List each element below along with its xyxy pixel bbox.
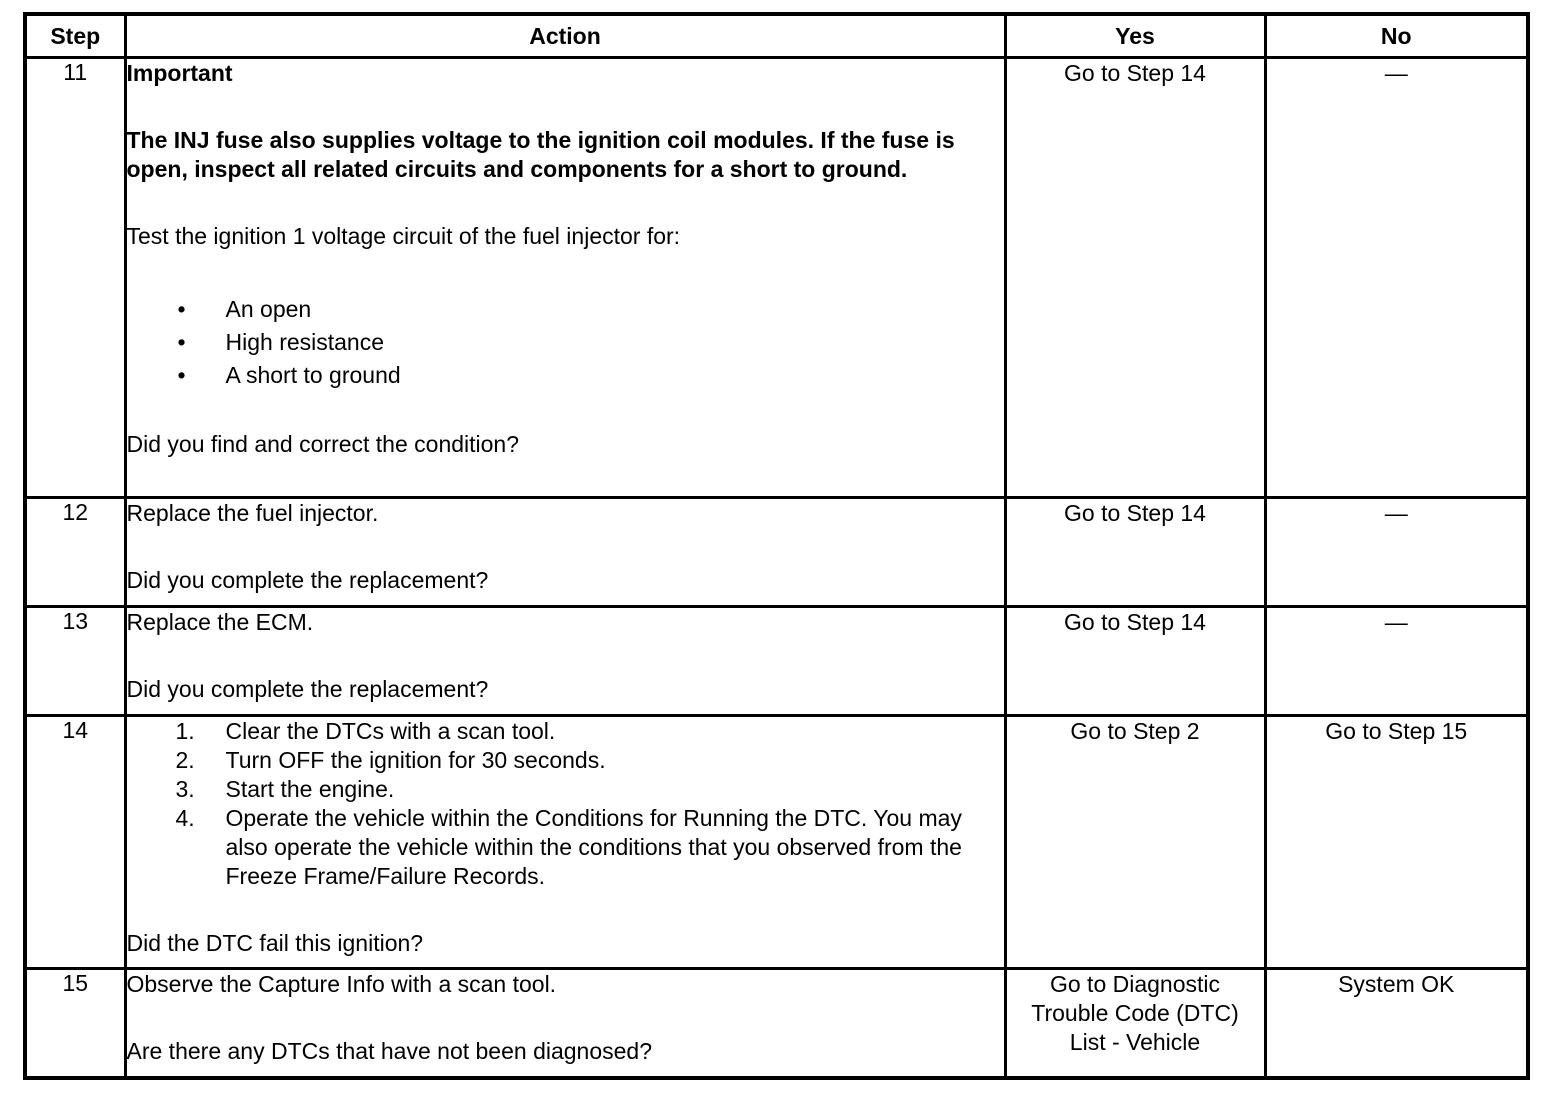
question-text: Did the DTC fail this ignition?: [126, 930, 424, 956]
table-row-step-12: [25, 498, 1528, 607]
important-title: Important: [126, 60, 233, 86]
procedure-list: [127, 717, 1004, 891]
action-cell: [125, 58, 1005, 498]
step-number: 14: [25, 716, 125, 969]
list-item: 2. Turn OFF the ignition for 30 seconds.: [175, 747, 606, 773]
diagnostic-table: [23, 12, 1530, 1080]
step-number: 15: [25, 969, 125, 1078]
no-result: —: [1265, 607, 1528, 716]
list-item: • High resistance: [127, 326, 1004, 359]
action-cell: [125, 969, 1005, 1078]
header-action: Action: [125, 14, 1005, 58]
list-item: • An open: [127, 293, 1004, 326]
question-text: Did you complete the replacement?: [126, 567, 489, 593]
action-cell: [125, 716, 1005, 969]
no-result: Go to Step 15: [1265, 716, 1528, 969]
question-text: Are there any DTCs that have not been diagnosed?: [126, 1038, 653, 1064]
header-step: Step: [25, 14, 125, 58]
list-item: 3. Start the engine.: [175, 776, 395, 802]
question-text: Did you find and correct the condition?: [126, 431, 520, 457]
action-cell: [125, 498, 1005, 607]
yes-result: Go to Step 14: [1005, 58, 1265, 498]
test-intro: Test the ignition 1 voltage circuit of the fuel injector for:: [126, 223, 681, 249]
action-text: Replace the ECM.: [126, 609, 314, 635]
table-row-step-15: [25, 969, 1528, 1078]
no-result: —: [1265, 58, 1528, 498]
no-result: System OK: [1265, 969, 1528, 1078]
question-text: Did you complete the replacement?: [126, 676, 489, 702]
action-text: Observe the Capture Info with a scan tool.: [126, 971, 557, 997]
header-yes: Yes: [1005, 14, 1265, 58]
yes-result: Go to Step 14: [1005, 607, 1265, 716]
table-row-step-13: [25, 607, 1528, 716]
bullet-icon: •: [177, 362, 186, 388]
yes-result: Go to Step 2: [1005, 716, 1265, 969]
table-row-step-14: [25, 716, 1528, 969]
header-no: No: [1265, 14, 1528, 58]
list-item: 4. Operate the vehicle within the Conditions for Running the DTC. You may also operate the vehicle within the conditions that you observed from the Freeze Frame/Failure Records.: [175, 805, 962, 889]
list-item: • A short to ground: [127, 359, 1004, 392]
bullet-icon: •: [177, 329, 186, 355]
bullet-icon: •: [177, 296, 186, 322]
no-result: —: [1265, 498, 1528, 607]
list-item: 1. Clear the DTCs with a scan tool.: [175, 718, 556, 744]
important-body: The INJ fuse also supplies voltage to the ignition coil modules. If the fuse is open, inspect all related circuits and components for a short to ground.: [126, 127, 955, 182]
condition-list: [127, 293, 1004, 392]
yes-result: Go to Step 14: [1005, 498, 1265, 607]
action-cell: [125, 607, 1005, 716]
action-text: Replace the fuel injector.: [126, 500, 379, 526]
table-row-step-11: [25, 58, 1528, 498]
step-number: 11: [25, 58, 125, 498]
step-number: 13: [25, 607, 125, 716]
yes-result: Go to Diagnostic Trouble Code (DTC) List - Vehicle: [1005, 969, 1265, 1078]
header-row: [25, 14, 1528, 58]
step-number: 12: [25, 498, 125, 607]
